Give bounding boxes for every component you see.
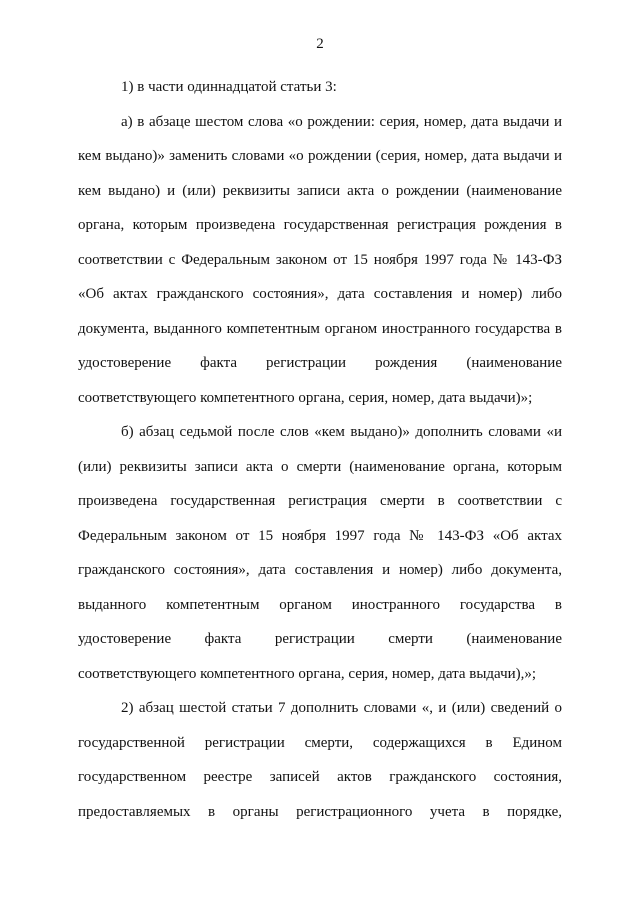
text-line: удостоверение факта регистрации рождения (наименование [78, 355, 562, 371]
text-line: Федеральным законом от 15 ноября 1997 года № 143-ФЗ «Об актах [78, 527, 562, 544]
text-line: кем выдано) и (или) реквизиты записи акта о рождении (наименование [78, 182, 562, 199]
page-number: 2 [316, 36, 324, 52]
text-line: 2) абзац шестой статьи 7 дополнить словами «, и (или) сведений о [121, 700, 562, 716]
text-line: соответствующего компетентного органа, серия, номер, дата выдачи),»; [78, 665, 537, 682]
text-line: а) в абзаце шестом слова «о рождении: серия, номер, дата выдачи и [121, 113, 562, 130]
text-line: соответствующего компетентного органа, серия, номер, дата выдачи)»; [78, 389, 533, 406]
text-line: предоставляемых в органы регистрационного учета в порядке, [78, 803, 562, 820]
text-line: выданного компетентным органом иностранного государства в [78, 596, 562, 613]
document-body [78, 70, 562, 829]
paragraph-3 [78, 415, 562, 691]
text-line: документа, выданного компетентным органом иностранного государства в [78, 320, 562, 337]
paragraph-1 [78, 70, 562, 105]
text-line: произведена государственная регистрация смерти в соответствии с [78, 493, 562, 509]
text-line: удостоверение факта регистрации смерти (наименование [78, 631, 562, 647]
paragraph-2 [78, 105, 562, 416]
text-line: гражданского состояния», дата составления и номер) либо документа, [78, 562, 562, 578]
paragraph-4 [78, 691, 562, 829]
text-line: (или) реквизиты записи акта о смерти (наименование органа, которым [78, 458, 562, 475]
text-line: соответствии с Федеральным законом от 15 ноября 1997 года № 143-ФЗ [78, 251, 562, 268]
text-line: 1) в части одиннадцатой статьи 3: [121, 79, 337, 95]
text-line: кем выдано)» заменить словами «о рождении (серия, номер, дата выдачи и [78, 148, 562, 164]
text-line: государственном реестре записей актов гражданского состояния, [78, 769, 562, 785]
text-line: государственной регистрации смерти, содержащихся в Едином [78, 734, 562, 751]
text-line: органа, которым произведена государственная регистрация рождения в [78, 217, 562, 233]
text-line: б) абзац седьмой после слов «кем выдано)» дополнить словами «и [121, 424, 562, 440]
text-line: «Об актах гражданского состояния», дата составления и номер) либо [78, 286, 562, 302]
